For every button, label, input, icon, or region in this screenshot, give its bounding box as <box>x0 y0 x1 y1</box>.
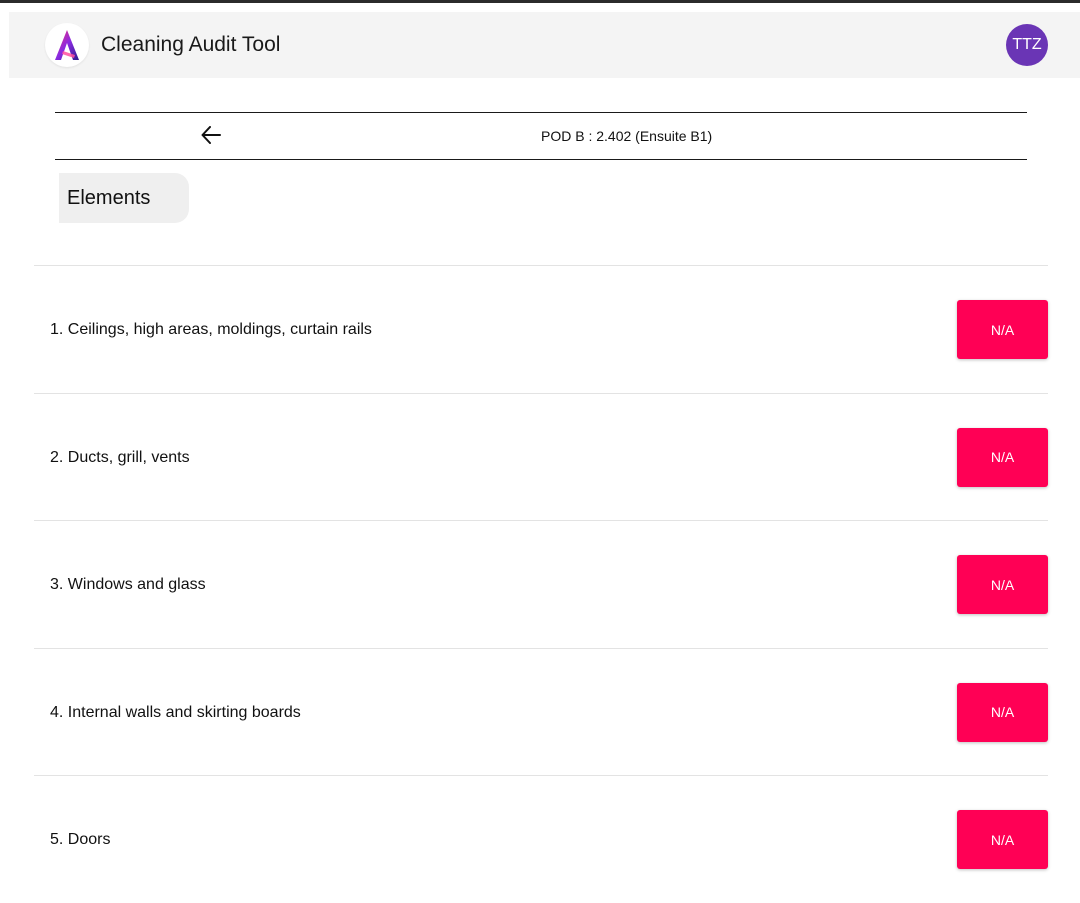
brand-a-logo[interactable] <box>45 23 89 67</box>
list-item <box>34 648 1048 776</box>
arrow-left-icon <box>201 126 221 144</box>
app-title: Cleaning Audit Tool <box>101 33 281 56</box>
window-top-border <box>0 0 1080 3</box>
element-label: 1. Ceilings, high areas, moldings, curtain rails <box>50 321 372 338</box>
element-label: 2. Ducts, grill, vents <box>50 448 190 466</box>
element-label: 5. Doors <box>50 831 111 848</box>
brand-a-logo-icon <box>53 29 81 61</box>
section-heading-elements: Elements <box>59 173 189 223</box>
user-avatar[interactable]: TTZ <box>1006 24 1048 66</box>
location-title: POD B : 2.402 (Ensuite B1) <box>541 128 713 144</box>
element-label: 3. Windows and glass <box>50 576 206 593</box>
list-item <box>34 775 1048 903</box>
app-bar <box>9 12 1080 78</box>
list-item <box>34 393 1048 521</box>
element-label: 4. Internal walls and skirting boards <box>50 703 301 721</box>
list-item <box>34 265 1048 393</box>
back-button[interactable] <box>199 123 225 149</box>
status-na-button[interactable]: N/A <box>957 555 1048 614</box>
location-nav-bar <box>55 112 1027 160</box>
status-na-button[interactable]: N/A <box>957 300 1048 359</box>
status-na-button[interactable]: N/A <box>957 810 1048 869</box>
status-na-button[interactable]: N/A <box>957 683 1048 742</box>
list-item <box>34 520 1048 648</box>
status-na-button[interactable]: N/A <box>957 428 1048 487</box>
elements-list <box>34 265 1048 903</box>
